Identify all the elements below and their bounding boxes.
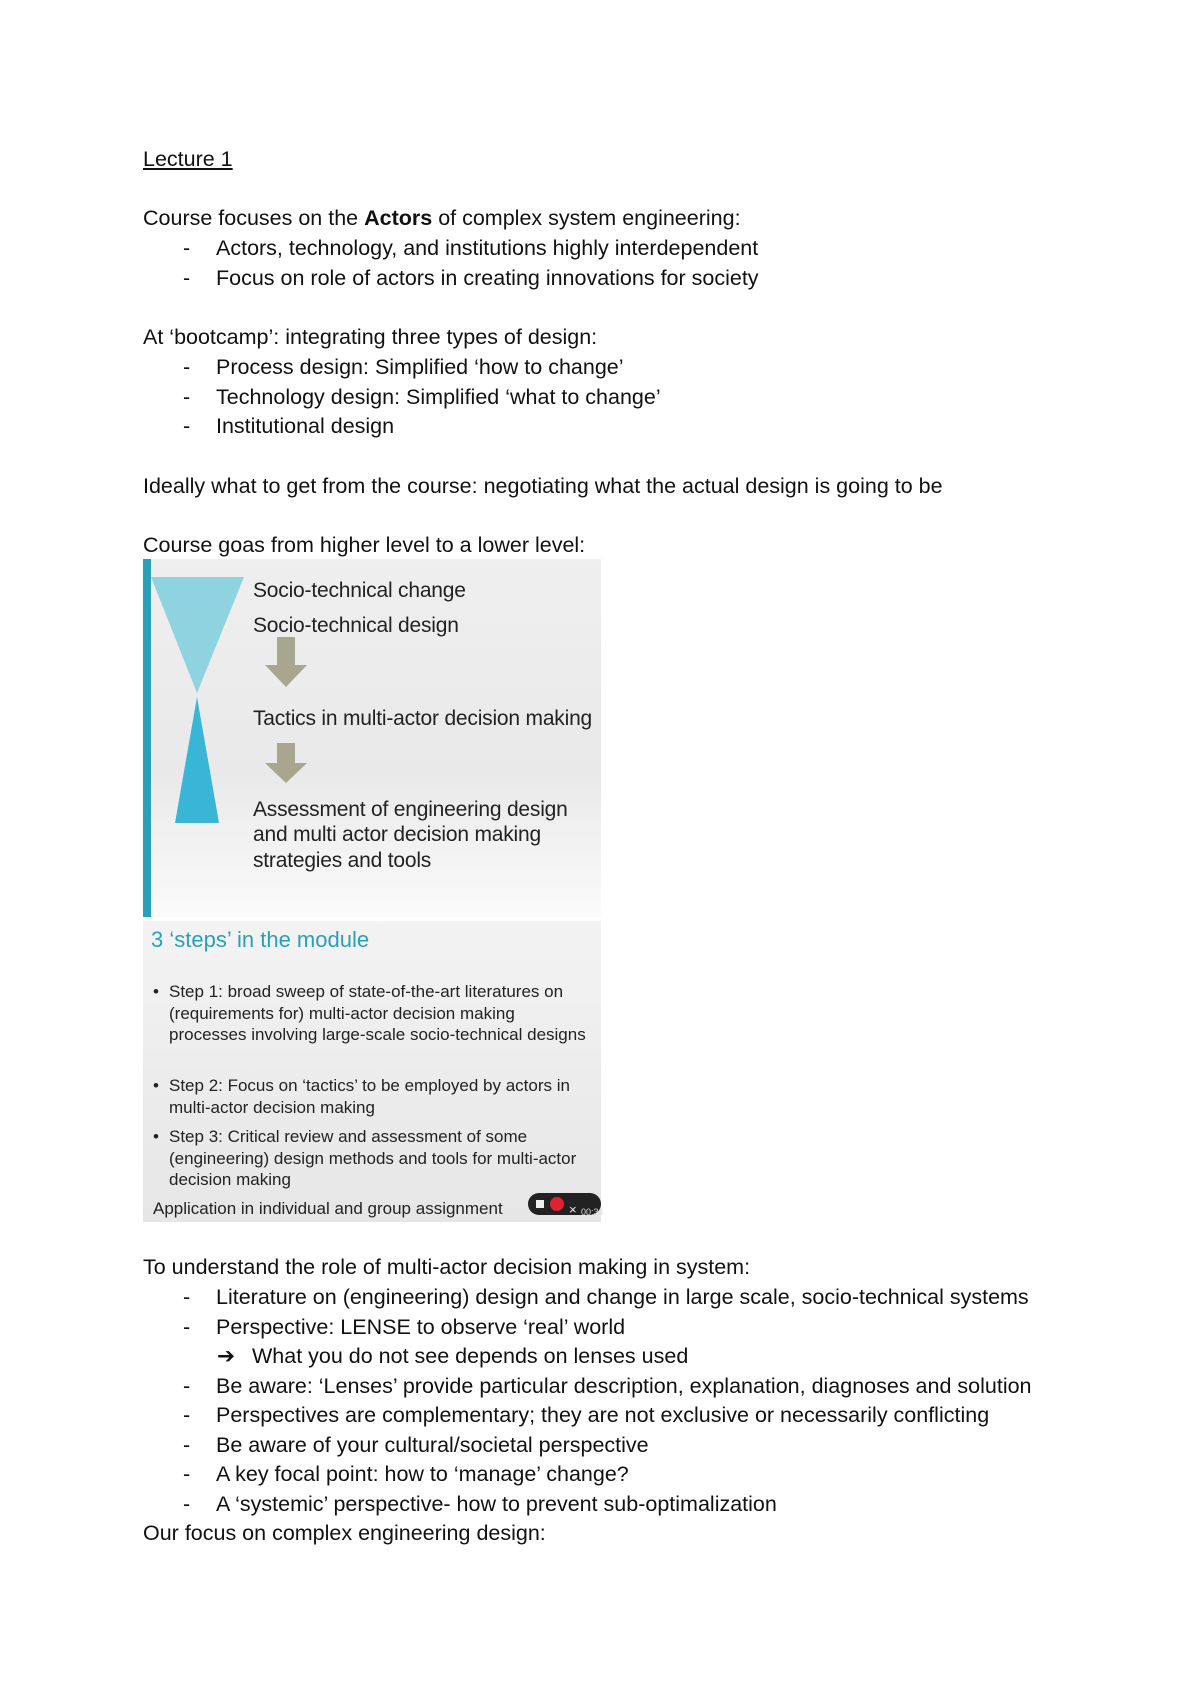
list-item: Be aware of your cultural/societal perspective: [216, 1433, 649, 1457]
slide-steps-image: [143, 921, 604, 1222]
list-item: Technology design: Simplified ‘what to change’: [216, 385, 661, 409]
steps-heading: 3 ‘steps’ in the module: [151, 927, 370, 952]
funnel-label-assessment-3: strategies and tools: [253, 849, 432, 872]
arrow-note: What you do not see depends on lenses used: [252, 1344, 689, 1368]
list-item: Actors, technology, and institutions highly interdependent: [216, 236, 759, 260]
bullet-dash: -: [183, 1462, 191, 1486]
recording-time: 00:34: [581, 1207, 604, 1217]
inverted-triangle-icon: [151, 577, 244, 693]
bullet-dash: -: [183, 1492, 191, 1516]
bullet-dash: -: [183, 236, 191, 260]
bullet-dot: •: [153, 1127, 159, 1146]
stop-icon[interactable]: [536, 1200, 544, 1208]
bullet-dash: -: [183, 385, 191, 409]
list-item: Perspective: LENSE to observe ‘real’ world: [216, 1315, 626, 1339]
bullet-dash: -: [183, 1403, 191, 1427]
step-text: Step 2: Focus on ‘tactics’ to be employed by actors in multi-actor decision making: [169, 1076, 570, 1117]
intro-bold-actors: Actors: [364, 206, 433, 230]
funnel-label-design: Socio-technical design: [253, 614, 459, 637]
lecture-title: Lecture 1: [143, 147, 233, 171]
bullet-dash: -: [183, 266, 191, 290]
list-item: Institutional design: [216, 414, 395, 438]
course-goes-paragraph: Course goas from higher level to a lower level:: [143, 533, 586, 557]
bullet-dash: -: [183, 1315, 191, 1339]
right-arrow-icon: ➔: [217, 1344, 236, 1368]
funnel-label-tactics: Tactics in multi-actor decision making: [253, 707, 593, 730]
close-icon[interactable]: ×: [569, 1202, 577, 1217]
list-item: Be aware: ‘Lenses’ provide particular description, explanation, diagnoses and solution: [216, 1374, 1032, 1398]
list-item: Focus on role of actors in creating innovations for society: [216, 266, 759, 290]
bullet-dash: -: [183, 355, 191, 379]
list-item: Process design: Simplified ‘how to change’: [216, 355, 624, 379]
bullet-dash: -: [183, 1433, 191, 1457]
bullet-dot: •: [153, 982, 159, 1001]
step-text: Step 3: Critical review and assessment of some (engineering) design methods and tools for multi-actor decision making: [169, 1127, 577, 1189]
intro-text-start: Course focuses on the: [143, 206, 365, 230]
list-item: A ‘systemic’ perspective- how to prevent sub-optimalization: [216, 1492, 777, 1516]
bullet-dot: •: [153, 1076, 159, 1095]
slide-funnel-image: [143, 559, 601, 917]
steps-footer: Application in individual and group assignment: [153, 1199, 503, 1218]
intro-text-end: of complex system engineering:: [432, 206, 741, 230]
list-item: A key focal point: how to ‘manage’ change?: [216, 1462, 629, 1486]
upright-triangle-icon: [175, 697, 219, 823]
record-icon[interactable]: [550, 1197, 564, 1211]
down-arrow-icon: [265, 637, 307, 687]
funnel-label-assessment: Assessment of engineering design: [253, 798, 568, 821]
bullet-dash: -: [183, 414, 191, 438]
ideally-paragraph: Ideally what to get from the course: negotiating what the actual design is going to be: [143, 474, 943, 498]
focus-paragraph: Our focus on complex engineering design:: [143, 1521, 546, 1545]
list-item: Literature on (engineering) design and change in large scale, socio-technical systems: [216, 1285, 1029, 1309]
bootcamp-heading: At ‘bootcamp’: integrating three types of design:: [143, 325, 598, 349]
understand-heading: To understand the role of multi-actor decision making in system:: [143, 1255, 751, 1279]
funnel-label-assessment-2: and multi actor decision making: [253, 823, 541, 846]
intro-paragraph: [143, 204, 741, 234]
bullet-dash: -: [183, 1374, 191, 1398]
funnel-label-change: Socio-technical change: [253, 579, 466, 602]
recording-controls[interactable]: [528, 1193, 604, 1217]
step-text: Step 1: broad sweep of state-of-the-art literatures on (requirements for) multi-actor decision making processes involving large-scale socio-technical designs: [169, 982, 586, 1044]
bullet-dash: -: [183, 1285, 191, 1309]
list-item: Perspectives are complementary; they are not exclusive or necessarily conflicting: [216, 1403, 990, 1427]
down-arrow-icon: [265, 743, 307, 783]
